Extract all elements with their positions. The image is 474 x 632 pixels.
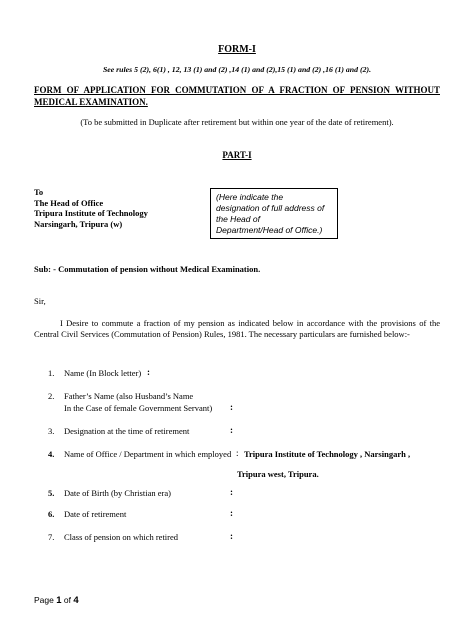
item-4-label: Name of Office / Department in which employed: [64, 449, 232, 459]
item-4-number: 4.: [48, 449, 55, 459]
item-7-label: Class of pension on which retired: [64, 532, 179, 542]
subject-line: Sub: - Commutation of pension without Medical Examination.: [34, 264, 261, 274]
heading-line-2: MEDICAL EXAMINATION.: [34, 97, 148, 107]
addressee-block: [34, 187, 148, 229]
part-title: PART-I: [222, 150, 252, 160]
note-box-line-4: Department/Head of Office.): [216, 225, 323, 235]
item-3-number: 3.: [48, 426, 55, 436]
item-2-number: 2.: [48, 391, 55, 401]
footer-of-word: of: [63, 595, 71, 605]
footer-page-number: 1: [56, 595, 62, 606]
addressee-line-2: Tripura Institute of Technology: [34, 208, 148, 218]
addressee-line-3: Narsingarh, Tripura (w): [34, 218, 123, 229]
item-5-colon: :: [230, 487, 233, 497]
footer-total-pages: 4: [73, 595, 79, 606]
footer-page-word: Page: [34, 595, 54, 605]
heading-line-1: FORM OF APPLICATION FOR COMMUTATION OF A FRACTION OF PENSION WITHOUT: [34, 85, 440, 95]
salutation: Sir,: [34, 296, 46, 306]
submission-note: (To be submitted in Duplicate after retirement but within one year of the date of retirement).: [80, 117, 394, 127]
item-2-label-continued: In the Case of female Government Servant): [64, 403, 213, 413]
item-4-value-line-1: Tripura Institute of Technology , Narsingarh ,: [244, 449, 411, 459]
item-6-label: Date of retirement: [64, 509, 127, 519]
body-line-1: I Desire to commute a fraction of my pension as indicated below in accordance with the provisions of the: [60, 318, 440, 328]
form-title: FORM-I: [218, 44, 256, 55]
item-7-number: 7.: [48, 532, 55, 542]
item-1-colon: :: [147, 367, 150, 377]
item-4-value-line-2: Tripura west, Tripura.: [237, 469, 319, 479]
note-box-line-2: designation of full address of: [216, 203, 325, 213]
item-2-label: Father’s Name (also Husband’s Name: [64, 391, 194, 401]
note-box-line-3: the Head of: [216, 214, 260, 224]
addressee-line-1: The Head of Office: [34, 197, 104, 208]
item-3-label: Designation at the time of retirement: [64, 426, 190, 436]
item-3-colon: :: [230, 425, 233, 435]
item-1-number: 1.: [48, 368, 55, 378]
item-4-colon: :: [236, 448, 239, 458]
page-footer: [34, 595, 79, 606]
addressee-to: To: [34, 187, 44, 197]
note-box: [210, 188, 338, 239]
note-box-line-1: (Here indicate the: [216, 192, 284, 202]
body-line-2: Central Civil Services (Commutation of Pension) Rules, 1981. The necessary particulars are furnished below:-: [34, 329, 410, 339]
item-7-colon: :: [230, 531, 233, 541]
item-5-number: 5.: [48, 488, 55, 498]
item-6-colon: :: [230, 508, 233, 518]
item-1-label: Name (In Block letter): [64, 368, 142, 378]
item-2-colon: :: [230, 402, 233, 412]
rules-line: See rules 5 (2), 6(1) , 12, 13 (1) and (2) ,14 (1) and (2),15 (1) and (2) ,16 (1) and (2).: [102, 65, 372, 74]
item-5-label: Date of Birth (by Christian era): [64, 488, 171, 498]
item-6-number: 6.: [48, 509, 55, 519]
